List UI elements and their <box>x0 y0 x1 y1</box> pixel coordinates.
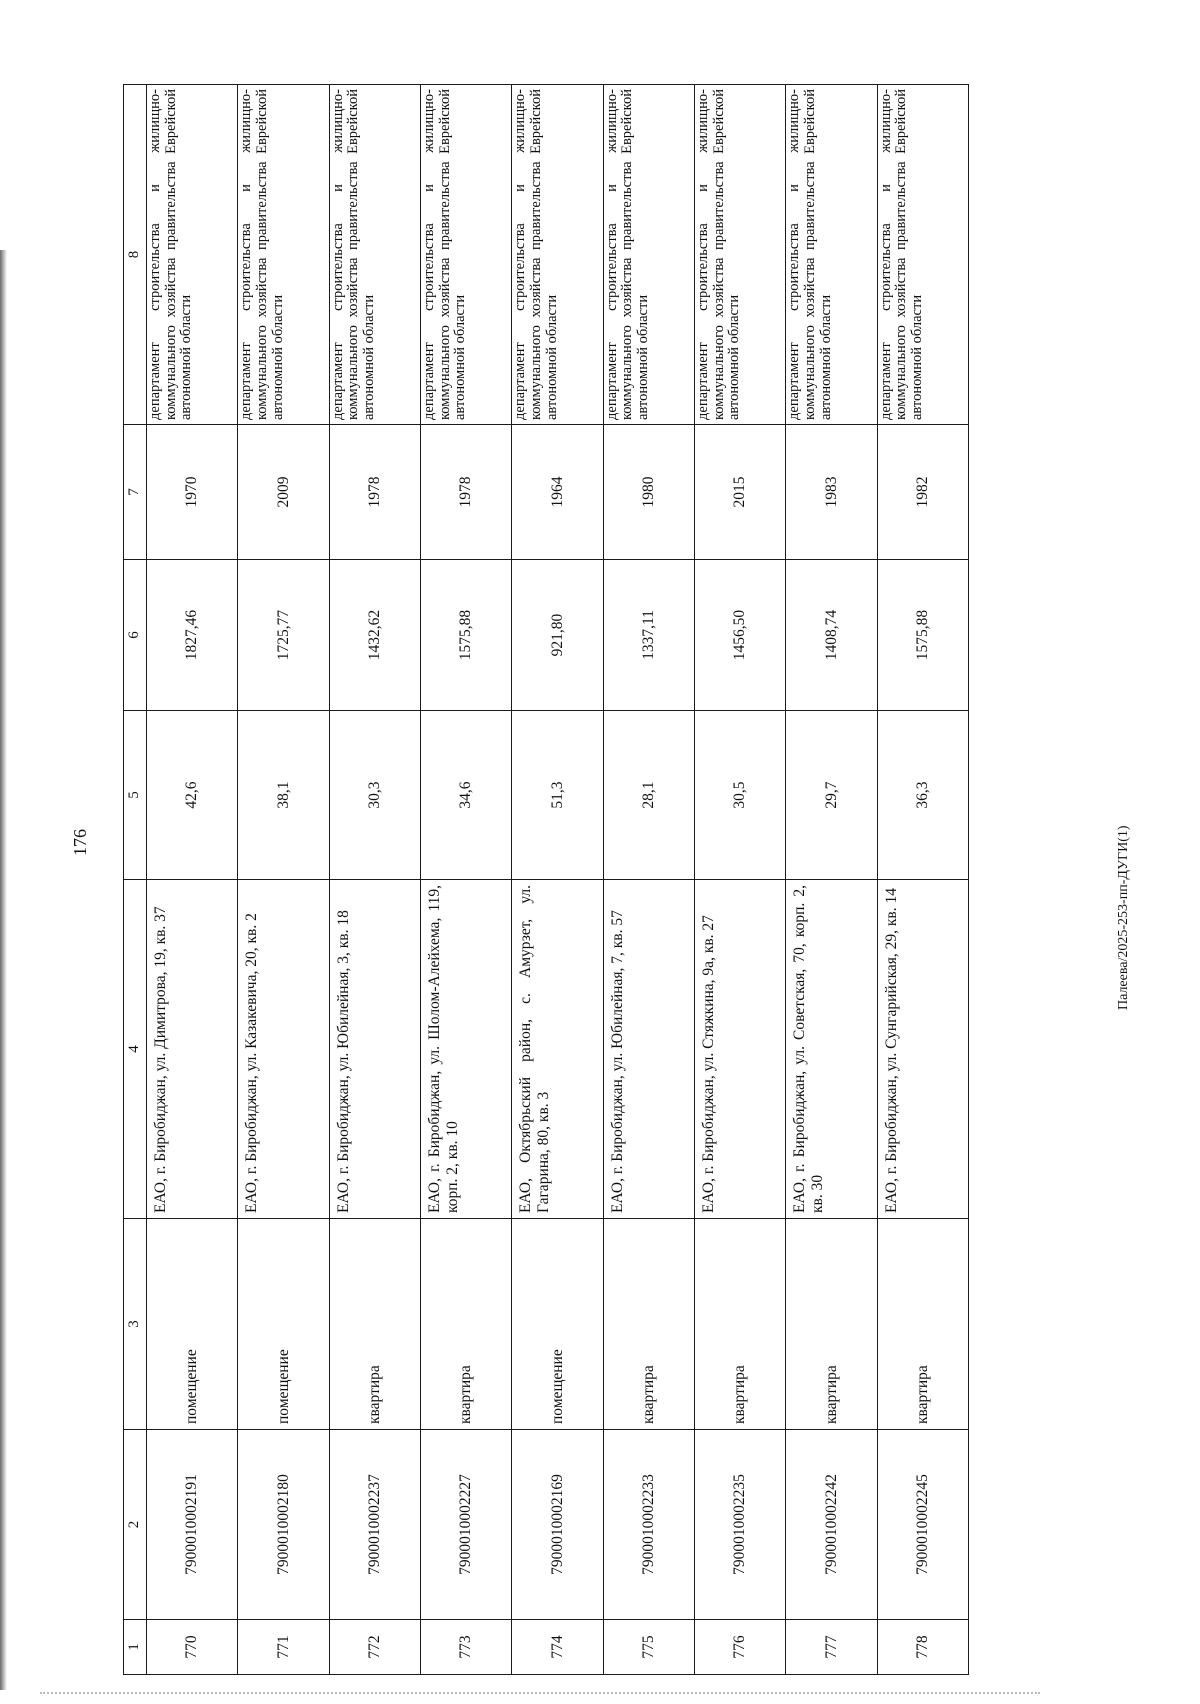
row-number-cell: 778 <box>877 1620 968 1675</box>
table-row <box>603 85 694 1675</box>
owner-cell: департамент строительства и жилищно-коммунального хозяйства правительства Еврейской автономной области <box>512 85 603 425</box>
address-cell: ЕАО, г. Биробиджан, ул. Стяжкина, 9а, кв. 27 <box>694 880 785 1219</box>
address-cell: ЕАО, г. Биробиджан, ул. Юбилейная, 3, кв. 18 <box>329 880 420 1219</box>
cadastral-code-cell: 7900010002245 <box>877 1430 968 1620</box>
table-row <box>238 85 329 1675</box>
column-number-row <box>124 85 147 1675</box>
value-cell: 1575,88 <box>877 560 968 711</box>
row-number-cell: 774 <box>512 1620 603 1675</box>
area-cell: 34,6 <box>420 711 511 880</box>
value-cell: 1337,11 <box>603 560 694 711</box>
property-type-cell: квартира <box>786 1219 877 1430</box>
owner-cell: департамент строительства и жилищно-коммунального хозяйства правительства Еврейской автономной области <box>147 85 238 425</box>
address-cell: ЕАО, г. Биробиджан, ул. Димитрова, 19, кв. 37 <box>147 880 238 1219</box>
col-number-6: 6 <box>124 560 147 711</box>
year-cell: 1983 <box>786 425 877 560</box>
col-number-4: 4 <box>124 880 147 1219</box>
owner-cell: департамент строительства и жилищно-коммунального хозяйства правительства Еврейской автономной области <box>694 85 785 425</box>
table-row <box>420 85 511 1675</box>
row-number-cell: 775 <box>603 1620 694 1675</box>
scan-edge <box>0 250 7 1690</box>
year-cell: 1978 <box>329 425 420 560</box>
cadastral-code-cell: 7900010002233 <box>603 1430 694 1620</box>
table-row <box>512 85 603 1675</box>
area-cell: 42,6 <box>147 711 238 880</box>
area-cell: 38,1 <box>238 711 329 880</box>
footer-code: Палеева/2025-253-пп-ДУГИ(1) <box>1116 825 1131 1010</box>
year-cell: 1982 <box>877 425 968 560</box>
property-type-cell: квартира <box>420 1219 511 1430</box>
property-type-cell: помещение <box>147 1219 238 1430</box>
cadastral-code-cell: 7900010002169 <box>512 1430 603 1620</box>
address-cell: ЕАО, г. Биробиджан, ул. Юбилейная, 7, кв. 57 <box>603 880 694 1219</box>
col-number-5: 5 <box>124 711 147 880</box>
cadastral-code-cell: 7900010002235 <box>694 1430 785 1620</box>
value-cell: 1575,88 <box>420 560 511 711</box>
owner-cell: департамент строительства и жилищно-коммунального хозяйства правительства Еврейской автономной области <box>238 85 329 425</box>
row-number-cell: 773 <box>420 1620 511 1675</box>
table-row <box>786 85 877 1675</box>
area-cell: 51,3 <box>512 711 603 880</box>
table-row <box>329 85 420 1675</box>
address-cell: ЕАО, Октябрьский район, с. Амурзет, ул. Гагарина, 80, кв. 3 <box>512 880 603 1219</box>
owner-cell: департамент строительства и жилищно-коммунального хозяйства правительства Еврейской автономной области <box>877 85 968 425</box>
owner-cell: департамент строительства и жилищно-коммунального хозяйства правительства Еврейской автономной области <box>603 85 694 425</box>
col-number-8: 8 <box>124 85 147 425</box>
year-cell: 2009 <box>238 425 329 560</box>
col-number-3: 3 <box>124 1219 147 1430</box>
property-type-cell: квартира <box>329 1219 420 1430</box>
year-cell: 1970 <box>147 425 238 560</box>
address-cell: ЕАО, г. Биробиджан, ул. Советская, 70, корп. 2, кв. 30 <box>786 880 877 1219</box>
table-row <box>694 85 785 1675</box>
scan-dots <box>40 1692 1040 1696</box>
area-cell: 29,7 <box>786 711 877 880</box>
col-number-2: 2 <box>124 1430 147 1620</box>
address-cell: ЕАО, г. Биробиджан, ул. Казакевича, 20, кв. 2 <box>238 880 329 1219</box>
area-cell: 28,1 <box>603 711 694 880</box>
value-cell: 1827,46 <box>147 560 238 711</box>
cadastral-code-cell: 7900010002227 <box>420 1430 511 1620</box>
table-row <box>877 85 968 1675</box>
property-type-cell: помещение <box>238 1219 329 1430</box>
cadastral-code-cell: 7900010002237 <box>329 1430 420 1620</box>
year-cell: 2015 <box>694 425 785 560</box>
address-cell: ЕАО, г. Биробиджан, ул. Шолом-Алейхема, 119, корп. 2, кв. 10 <box>420 880 511 1219</box>
col-number-1: 1 <box>124 1620 147 1675</box>
table-row <box>147 85 238 1675</box>
year-cell: 1980 <box>603 425 694 560</box>
property-type-cell: квартира <box>694 1219 785 1430</box>
area-cell: 30,5 <box>694 711 785 880</box>
cadastral-code-cell: 7900010002191 <box>147 1430 238 1620</box>
property-type-cell: квартира <box>603 1219 694 1430</box>
owner-cell: департамент строительства и жилищно-коммунального хозяйства правительства Еврейской автономной области <box>420 85 511 425</box>
area-cell: 30,3 <box>329 711 420 880</box>
owner-cell: департамент строительства и жилищно-коммунального хозяйства правительства Еврейской автономной области <box>329 85 420 425</box>
value-cell: 921,80 <box>512 560 603 711</box>
col-number-7: 7 <box>124 425 147 560</box>
owner-cell: департамент строительства и жилищно-коммунального хозяйства правительства Еврейской автономной области <box>786 85 877 425</box>
year-cell: 1964 <box>512 425 603 560</box>
value-cell: 1456,50 <box>694 560 785 711</box>
row-number-cell: 777 <box>786 1620 877 1675</box>
value-cell: 1408,74 <box>786 560 877 711</box>
cadastral-code-cell: 7900010002242 <box>786 1430 877 1620</box>
page-number: 176 <box>70 829 90 856</box>
property-type-cell: помещение <box>512 1219 603 1430</box>
value-cell: 1725,77 <box>238 560 329 711</box>
property-type-cell: квартира <box>877 1219 968 1430</box>
row-number-cell: 771 <box>238 1620 329 1675</box>
row-number-cell: 772 <box>329 1620 420 1675</box>
area-cell: 36,3 <box>877 711 968 880</box>
rotated-table-wrapper <box>123 85 969 1675</box>
property-table <box>123 84 969 1675</box>
address-cell: ЕАО, г. Биробиджан, ул. Сунгарийская, 29, кв. 14 <box>877 880 968 1219</box>
year-cell: 1978 <box>420 425 511 560</box>
value-cell: 1432,62 <box>329 560 420 711</box>
row-number-cell: 776 <box>694 1620 785 1675</box>
row-number-cell: 770 <box>147 1620 238 1675</box>
cadastral-code-cell: 7900010002180 <box>238 1430 329 1620</box>
